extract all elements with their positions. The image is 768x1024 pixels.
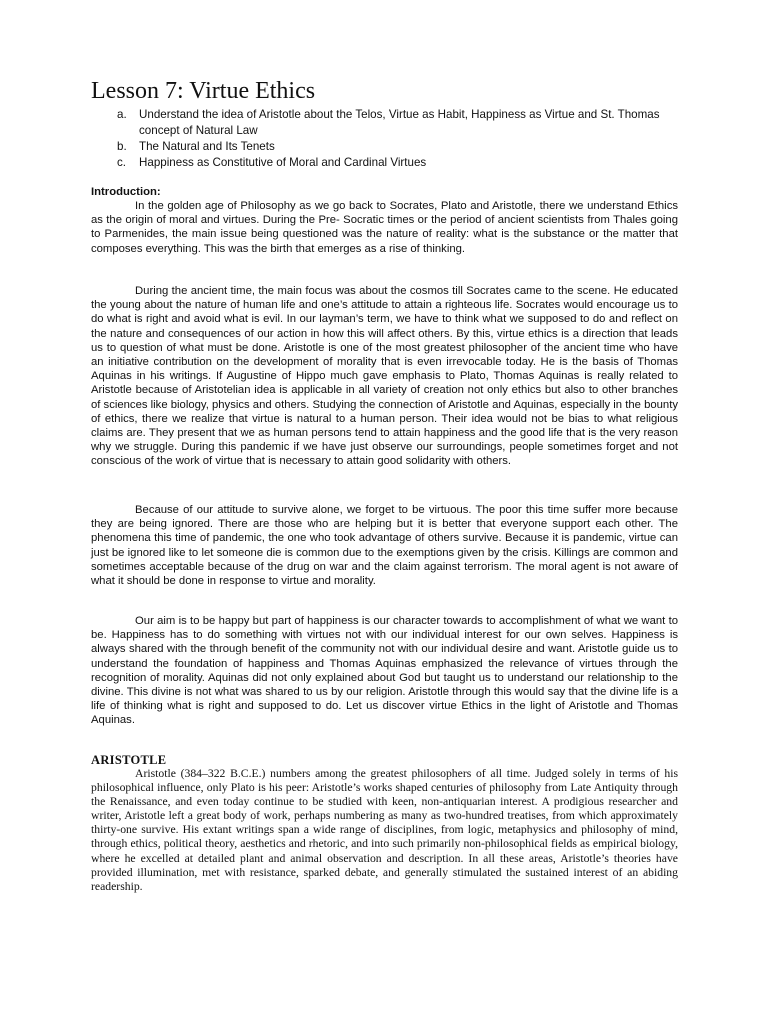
introduction-heading: Introduction: xyxy=(91,186,161,198)
lesson-title: Lesson 7: Virtue Ethics xyxy=(91,78,316,104)
objective-marker: a. xyxy=(117,108,127,121)
intro-paragraph-1 xyxy=(91,199,678,256)
intro-paragraph-3 xyxy=(91,503,678,588)
objective-marker: b. xyxy=(117,140,127,153)
objective-marker: c. xyxy=(117,156,127,169)
objective-item xyxy=(91,107,678,139)
intro-paragraph-1-text: In the golden age of Philosophy as we go back to Socrates, Plato and Aristotle, there we understand Ethics as the origin of moral and virtues. During the Pre- Socratic times or the period of ancient scientists from Thales going to Parmenides, the main issue being questioned was the nature of reality: what is the substance or the matter that composes everything. This was the birth that emerges as a rise of thinking. xyxy=(91,200,678,255)
intro-paragraph-2 xyxy=(91,284,678,469)
aristotle-paragraph-text: Aristotle (384–322 B.C.E.) numbers among the greatest philosophers of all time. Judged solely in terms of his philosophical influence, only Plato is his peer: Aristotle’s works shaped centuries of philosophy from Late Antiquity through the Renaissance, and even today continue to be studied with keen, non-antiquarian interest. A prodigious researcher and writer, Aristotle left a great body of work, perhaps numbering as many as two-hundred treatises, from which approximately thirty-one survive. His extant writings span a wide range of disciplines, from logic, metaphysics and philosophy of mind, through ethics, political theory, aesthetics and rhetoric, and into such primarily non-philosophical fields as empirical biology, where he excelled at detailed plant and animal observation and description. In all these areas, Aristotle’s theories have provided illumination, met with resistance, sparked debate, and generally stimulated the sustained interest of an abiding readership. xyxy=(91,767,678,893)
objective-item xyxy=(91,155,678,171)
objective-item xyxy=(91,139,678,155)
intro-paragraph-4-text: Our aim is to be happy but part of happiness is our character towards to accomplishment of what we want to be. Happiness has to do something with virtues not with our individual interest for our own selves. Happiness is always shared with the through benefit of the community not with our individual desire and want. Aristotle guide us to understand the foundation of happiness and Thomas Aquinas emphasized the relevance of virtues through the recognition of morality. Aquinas did not only explained about God but taught us to understand our relationship to the divine. This divine is not what was shared to us by our religion. Aristotle through this would say that the divine life is a life of thinking what is right and supposed to do. Let us discover virtue Ethics in the light of Aristotle and Thomas Aquinas. xyxy=(91,615,678,727)
objective-text: The Natural and Its Tenets xyxy=(139,140,275,153)
objective-text: Happiness as Constitutive of Moral and Cardinal Virtues xyxy=(139,156,427,169)
intro-paragraph-4 xyxy=(91,614,678,728)
objective-text: Understand the idea of Aristotle about the Telos, Virtue as Habit, Happiness as Virtue and St. Thomas concept of Natural Law xyxy=(139,108,660,137)
intro-paragraph-3-text: Because of our attitude to survive alone, we forget to be virtuous. The poor this time suffer more because they are being ignored. There are those who are helping but it is better that everyone support each other. The phenomena this time of pandemic, the one who took advantage of others survive. Because it is pandemic, virtue can just be ignored like to let someone die is common due to the exemptions given by the crisis. Killings are common and sometimes acceptable because of the drug on war and the claim against terrorism. The moral agent is not aware of what it should be done in response to virtue and morality. xyxy=(91,504,678,588)
objectives-list xyxy=(91,107,678,171)
aristotle-heading: ARISTOTLE xyxy=(91,753,167,767)
aristotle-paragraph xyxy=(91,767,678,894)
intro-paragraph-2-text: During the ancient time, the main focus was about the cosmos till Socrates came to the scene. He educated the young about the nature of human life and one’s attitude to attain a righteous life. Socrates would encourage us to do what is right and avoid what is evil. In our layman’s term, we have to think what we supposed to do and reflect on the nature and consequences of our action in how this will affect others. By this, virtue ethics is a direction that leads us to question of what must be done. Aristotle is one of the most greatest philosopher of the ancient time who have an initiative contribution on the development of morality that is even irrevocable today. He is the basis of Thomas Aquinas in his writings. If Augustine of Hippo much gave emphasis to Plato, Thomas Aquinas is really related to Aristotle because of Aristotelian idea is applicable in all variety of creation not only ethics but also to other branches of sciences like biology, physics and others. Studying the connection of Aristotle and Aquinas, especially in the bounty of ethics, there we realize that virtue is natural to a human person. Their idea would not be bias to what religious claims are. They present that we as human persons tend to attain happiness and the good life that is the very reason why we struggle. During this pandemic if we have just observe our surroundings, people sometimes forget and not conscious of the work of virtue that is necessary to attain good solidarity with others. xyxy=(91,285,678,468)
